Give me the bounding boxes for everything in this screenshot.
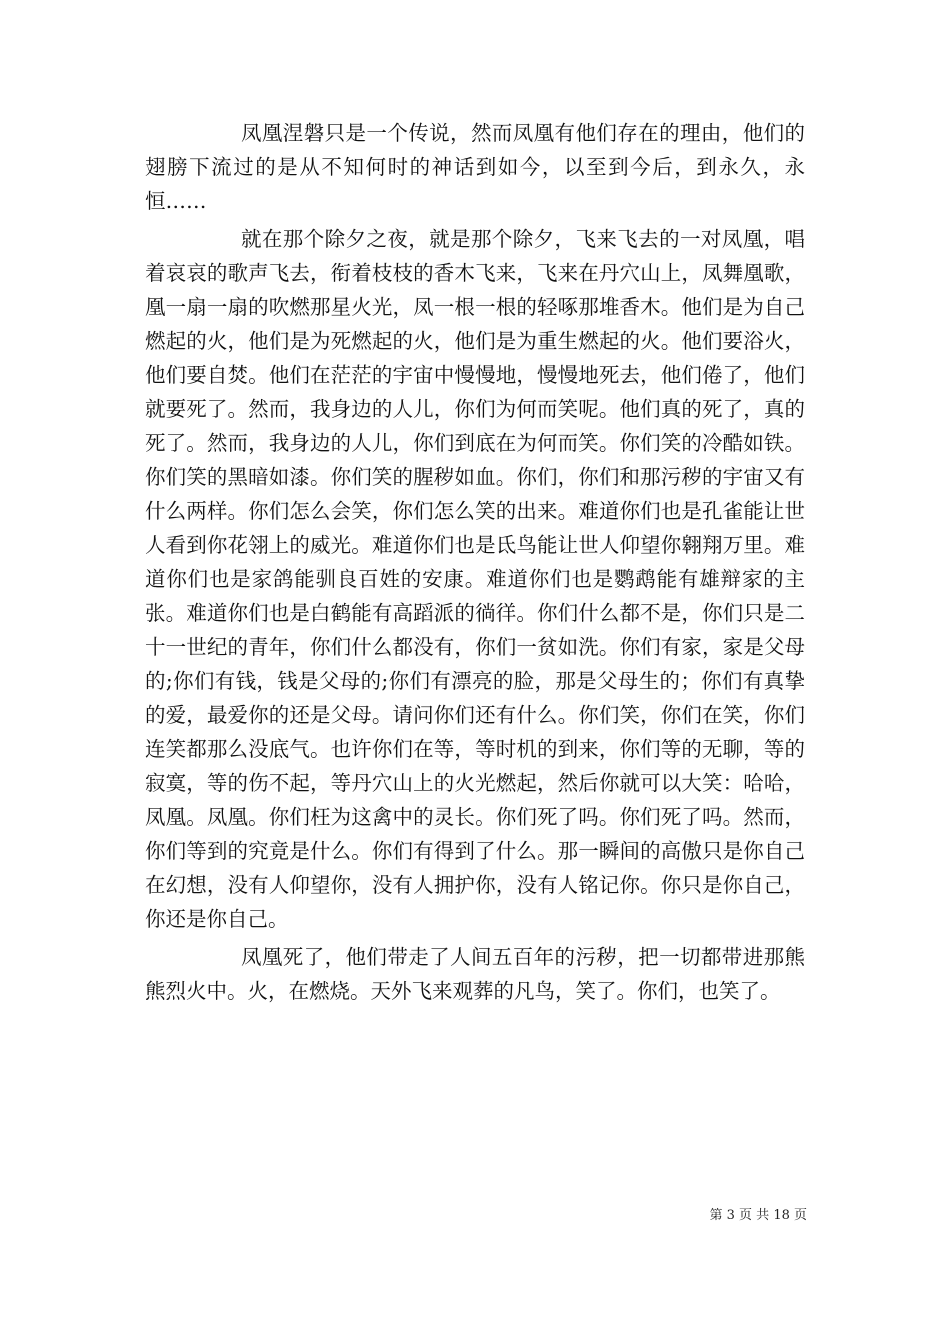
document-body [145, 116, 805, 1012]
paragraph-1: 凤凰涅磐只是一个传说，然而凤凰有他们存在的理由，他们的翅膀下流过的是从不知何时的神话到如今，以至到今后，到永久，永恒…… [145, 121, 805, 213]
paragraph-2: 就在那个除夕之夜，就是那个除夕，飞来飞去的一对凤凰，唱着哀哀的歌声飞去，衔着枝枝的香木飞来，飞来在丹穴山上，凤舞凰歌，凰一扇一扇的吹燃那星火光，凤一根一根的轻啄那堆香木。他们是为自己燃起的火，他们是为死燃起的火，他们是为重生燃起的火。他们要浴火，他们要自焚。他们在茫茫的宇宙中慢慢地，慢慢地死去，他们倦了，他们就要死了。然而，我身边的人儿，你们为何而笑呢。他们真的死了，真的死了。然而，我身边的人儿，你们到底在为何而笑。你们笑的冷酷如铁。你们笑的黑暗如漆。你们笑的腥秽如血。你们，你们和那污秽的宇宙又有什么两样。你们怎么会笑，你们怎么笑的出来。难道你们也是孔雀能让世人看到你花翎上的威光。难道你们也是氐鸟能让世人仰望你翱翔万里。难道你们也是家鸽能驯良百姓的安康。难道你们也是鹦鹉能有雄辩家的主张。难道你们也是白鹤能有高蹈派的徜徉。你们什么都不是，你们只是二十一世纪的青年，你们什么都没有，你们一贫如洗。你们有家，家是父母的;你们有钱，钱是父母的;你们有漂亮的脸，那是父母生的；你们有真挚的爱，最爱你的还是父母。请问你们还有什么。你们笑，你们在笑，你们连笑都那么没底气。也许你们在等，等时机的到来，你们等的无聊，等的寂寞，等的伤不起，等丹穴山上的火光燃起，然后你就可以大笑：哈哈，凤凰。凤凰。你们枉为这禽中的灵长。你们死了吗。你们死了吗。然而，你们等到的究竟是什么。你们有得到了什么。那一瞬间的高傲只是你自己在幻想，没有人仰望你，没有人拥护你，没有人铭记你。你只是你自己，你还是你自己。 [145, 227, 805, 931]
page-number-footer: 第 3 页 共 18 页 [709, 1208, 807, 1223]
paragraph-3: 凤凰死了，他们带走了人间五百年的污秽，把一切都带进那熊熊烈火中。火，在燃烧。天外飞来观葬的凡鸟，笑了。你们，也笑了。 [145, 945, 805, 1003]
